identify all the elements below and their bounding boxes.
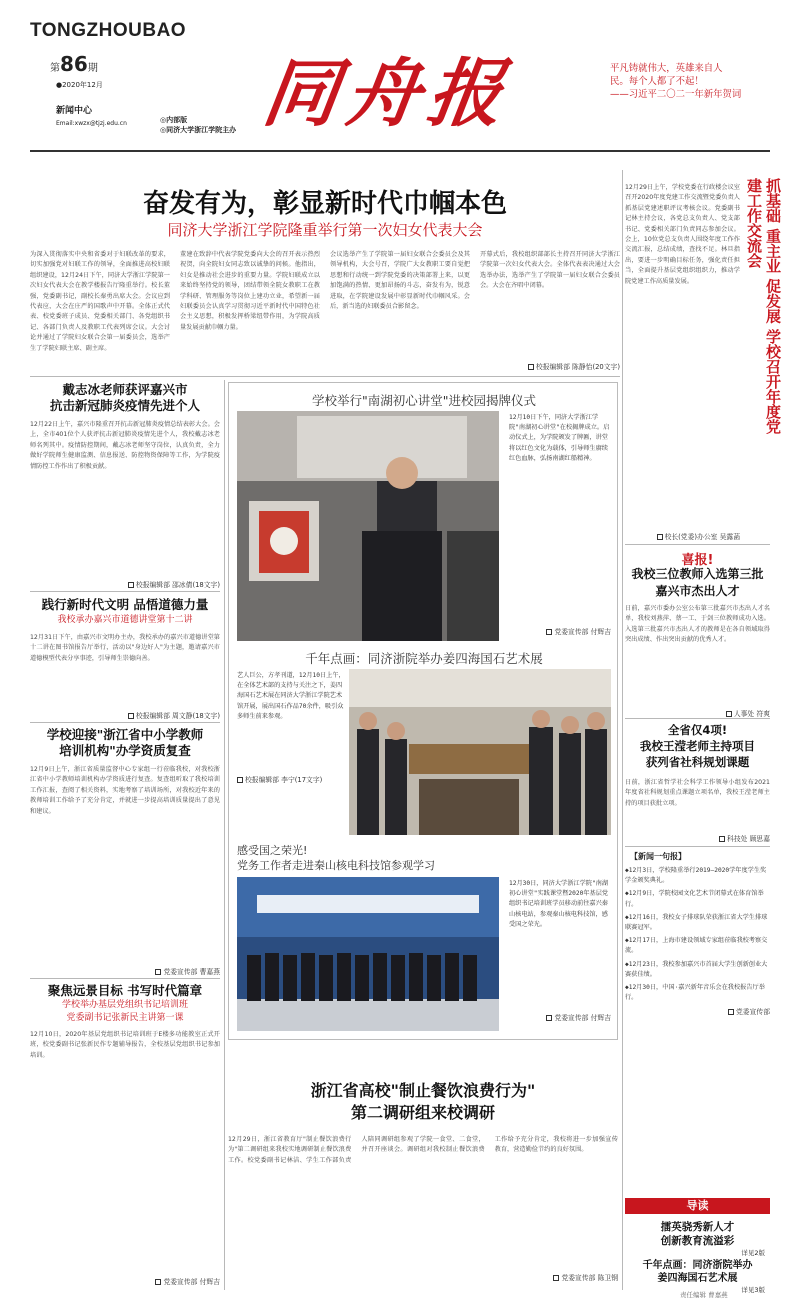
partybuild-byline: 校长(党委)办公室 吴露菡: [625, 531, 740, 541]
issue-number: 第86期: [50, 52, 98, 76]
food-body: 12月29日，浙江省教育厅"制止餐饮浪费行为"第二调研组来我校实地调研制止餐饮浪费工作。校党委副书记林洁、学生工作部负责人陪同调研组参观了学院一食堂、二食堂，并召开座谈会。调研组对我校制止餐饮浪费工作给予充分肯定，我校将进一步加强宣传教育，营造勤俭节约的良好氛围。: [228, 1136, 618, 1164]
lead-title: 奋发有为，彰显新时代巾帼本色: [142, 189, 507, 219]
guide-item-2-title[interactable]: 千年点画：同济浙院举办 姜四海国石艺术展: [642, 1260, 753, 1284]
news-brief-list: [625, 866, 770, 1196]
civil-subtitle: 我校承办嘉兴市道德讲堂第十二讲: [57, 615, 193, 625]
photo1-caption: 12月10日下午，同济大学浙江学院"南湖初心讲堂"在校揭牌成立。启动仪式上，为学院颁发了牌匾，讲堂将以红色文化为载体，引导师生赓续红色血脉，弘扬南湖红船精神。: [509, 414, 610, 462]
lead-col-2: 董建在致辞中代表学院党委向大会的召开表示热烈祝贺，向全院妇女同志致以诚挚的问候。他指出，妇女是推动社会进步的重要力量。学院妇联成立以来始终坚持党的领导，团结带领全院女教职工在教学科研、管理服务等岗位上建功立业，希望新一届妇联委员会认真学习贯彻习近平新时代中国特色社会主义思想，积极发挥桥梁纽带作用，为学院高质量发展贡献巾帼力量。: [180, 251, 320, 331]
party-byline: 党委宣传部 付辉吉: [30, 1276, 220, 1286]
photo3-byline: 党委宣传部 付辉吉: [509, 1012, 611, 1022]
party-body: 12月10日，2020年基层党组织书记培训班于E楼多功能教室正式开班，校党委副书记张新民作专题辅导报告，全校基层党组织书记参加培训。: [30, 1031, 220, 1059]
publisher-info: ◎内部版 ◎同济大学浙江学院主办: [160, 116, 237, 134]
photo2-caption: 艺人巨公，方孝刊道，12月10日上午，在全体艺术部的支持与关注之下，姜四海国石艺术展在同济大学浙江学院艺术馆开展，展出国石作品70余件，吸引众多师生前来参观。: [237, 672, 345, 720]
guide-item-2-page: 详见3版: [741, 1286, 765, 1294]
masthead-pinyin: TONGZHOUBAO: [30, 20, 187, 41]
news-brief-item: ◆12月30日，中国·嘉兴新年音乐会在我校报告厅举行。: [625, 984, 765, 1002]
prov-project-body: 日前，浙江省哲学社会科学工作领导小组发布2021年度省社科规划重点课题立项名单，我校王滢老师主持的项目获批立项。: [625, 779, 770, 807]
issue-date: ●2020年12月: [56, 81, 103, 89]
food-byline: 党委宣传部 陈卫钢: [488, 1272, 618, 1282]
masthead-title-art: 同舟报: [258, 51, 517, 137]
dai-title: 戴志冰老师获评嘉兴市 抗击新冠肺炎疫情先进个人: [49, 382, 200, 413]
prov-project-title: 全省仅4项! 我校王滢老师主持项目 获列省社科规划课题: [640, 723, 755, 769]
lead-subtitle: 同济大学浙江学院隆重举行第一次妇女代表大会: [167, 221, 483, 239]
prov-project-byline: 科技处 顾思嘉: [625, 833, 770, 843]
footer-editor: 责任编辑 曹嘉燕: [680, 1291, 728, 1299]
food-title: 浙江省高校"制止餐饮浪费行为" 第二调研组来校调研: [310, 1081, 536, 1122]
photo3-caption: 12月30日，同济大学浙江学院"南湖初心讲堂"实践课堂暨2020年基层党组织书记培训班学员移动前往嘉兴秦山核电站，参观秦山核电科技馆，感受国之荣光。: [509, 880, 609, 928]
lead-body: [30, 250, 620, 370]
photo1-title: 学校举行"南湖初心讲堂"进校园揭牌仪式: [312, 393, 536, 408]
good-news-byline: 人事处 符爽: [625, 708, 770, 718]
party-title: 聚焦远景目标 书写时代篇章: [47, 983, 203, 998]
train-byline: 党委宣传部 曹嘉燕: [30, 966, 220, 976]
guide-item-1-title[interactable]: 擂英骁秀新人才 创新教育流溢彩: [660, 1221, 735, 1247]
lead-col-4: 开幕式后，我校组织部部长主持召开同济大学浙江学院第一次妇女代表大会。全体代表表决通过大会选举办法，选举产生了学院第一届妇女联合会委员会。大会在齐唱中闭幕。: [480, 251, 620, 290]
news-brief-item: ◆12月16日，我校女子排球队荣获浙江省大学生排球联赛冠军。: [625, 913, 768, 932]
dai-byline: 校报编辑部 邵冰倩(18文字): [30, 579, 220, 589]
photo2-byline: 校报编辑部 李宁(17文字): [237, 774, 347, 784]
photo-art-exhibition: [349, 669, 611, 835]
news-brief-item: ◆12月17日，上海市建设领域专家组莅临我校考察交流。: [625, 937, 768, 955]
email-label: Email:xwzx@tjzj.edu.cn: [56, 120, 127, 127]
guide-header: 导读: [625, 1198, 770, 1214]
news-brief-item: ◆12月23日，我校参加嘉兴市首届大学生创新创业大赛获佳绩。: [625, 960, 768, 978]
news-brief-header: 【新闻一句报】: [630, 852, 686, 861]
lead-byline: 校报编辑部 陈静怡(20文字): [480, 361, 620, 371]
issue-box: [30, 50, 140, 150]
train-title: 学校迎接"浙江省中小学教师 培训机构"办学资质复查: [46, 727, 204, 758]
dai-body: 12月22日上午，嘉兴市隆重召开抗击新冠肺炎疫情总结表彰大会。会上，全市401位个人获评抗击新冠肺炎疫情先进个人，我校戴志冰老师名列其中。疫情防控期间，戴志冰老师坚守岗位，认真负责，全力做好学院师生健康监测、信息报送、防控物资保障等工作，为学院疫情防控工作作出了积极贡献。: [30, 421, 220, 470]
train-body: 12月9日上午，浙江省质量监督中心专家组一行莅临我校，对我校浙江省中小学教师培训机构办学资质进行复查。复查组听取了我校培训工作汇报，查阅了相关资料，实地考察了培训场所，对我校近年来的教师培训工作给予了充分肯定，并就进一步提高培训质量提出了意见和建议。: [30, 766, 220, 815]
lead-col-3: 会议选举产生了学院第一届妇女联合会委员会及其领导机构，大会号召，学院广大女教职工要自觉把思想和行动统一到学院党委的决策部署上来，以更加饱满的热情、更加昂扬的斗志，奋发有为，锐意进取，在学院建设发展中彰显新时代巾帼风采。会后，新当选的妇联委员合影留念。: [330, 251, 470, 311]
civil-body: 12月31日下午，由嘉兴市文明办主办，我校承办的嘉兴市道德讲堂第十二讲在图书馆报告厅举行，活动以"身边好人"为主题，邀请嘉兴市道德模型代表分享事迹，引导师生崇德向善。: [30, 634, 220, 662]
photo-feature-box: [228, 382, 618, 1040]
photo-plaque-unveiling: [237, 411, 499, 641]
guide-item-1-page: 详见2版: [741, 1249, 765, 1257]
civil-title: 践行新时代文明 品悟道德力量: [41, 597, 209, 612]
partybuild-vertical-title: 抓基础 重主业 促发展 学校召开年度党建工作交流会: [745, 178, 782, 434]
masthead-quote: 平凡铸就伟大，英雄来自人 民。每个人都了不起！ ——习近平二〇二一年新年贺词: [610, 63, 742, 100]
photo-nuclear-museum-group: [237, 877, 499, 1031]
news-brief-item: ◆12月3日，学校隆重举行2019—2020学年度学生奖学金颁奖典礼。: [625, 867, 767, 885]
photo1-byline: 党委宣传部 付辉吉: [509, 626, 611, 636]
good-news-label: 喜报!: [681, 553, 714, 568]
photo2-title: 千年点画：同济浙院举办姜四海国石艺术展: [305, 651, 543, 666]
party-subtitle: 学校举办基层党组织书记培训班 党委副书记张新民主讲第一课: [61, 1000, 188, 1023]
photo3-title: 感受国之荣光! 党务工作者走进秦山核电科技馆参观学习: [237, 844, 435, 872]
dept-label: 新闻中心: [56, 106, 93, 116]
masthead: [0, 0, 800, 150]
good-news-body: 日前，嘉兴市委办公室公布第三批嘉兴市杰出人才名单，我校刘燕萍、蔡一工、于剑三位教师成功入选。入选第三批嘉兴市杰出人才的教师是在各自领域取得突出成绩、作出突出贡献的优秀人才。: [625, 605, 770, 644]
lead-col-1: 为深入贯彻落实中央和省委对于妇联改革的要求，切实加强党对妇联工作的领导，全面推进高校妇联组织建设，12月24日下午，同济大学浙江学院第一次妇女代表大会在教学楼报告厅隆重举行。校长董强，党委副书记，副校长秦勇出席大会。会议应到代表应，大会在庄严的国歌声中开幕。全体正式代表、校党委班子成员、党委相关部门、各党组织书记、各部门负责人及教职工代表列席会议。大会讨论并通过了学院妇女联合会第一届委员会，选举产生了学院妇联主席、副主席。: [30, 251, 170, 352]
news-brief-byline: 党委宣传部: [625, 1006, 770, 1016]
guide-box: [625, 1198, 770, 1294]
good-news-title: 我校三位教师入选第三批 嘉兴市杰出人才: [631, 567, 764, 598]
news-brief-item: ◆12月9日，学院校园文化艺术节闭幕式在体育馆举行。: [625, 890, 764, 908]
food-body-wrap: [228, 1135, 618, 1285]
partybuild-body: 12月29日上午，学校党委在行政楼会议室召开2020年度党建工作交流暨党委负责人抓基层党建述职评议考核会议。党委副书记林主持会议，各党总支负责人、党支部书记、党委相关部门负责同志参加会议。会上，10位党总支负责人围绕年度工作作交流汇报，总结成绩，查找不足。林旦指出，要进一步明确目标任务，强化责任担当，全面提升基层党组织组织力，推动学院党建工作高质量发展。: [625, 184, 740, 285]
civil-byline: 校报编辑部 周文静(18文字): [30, 710, 220, 720]
